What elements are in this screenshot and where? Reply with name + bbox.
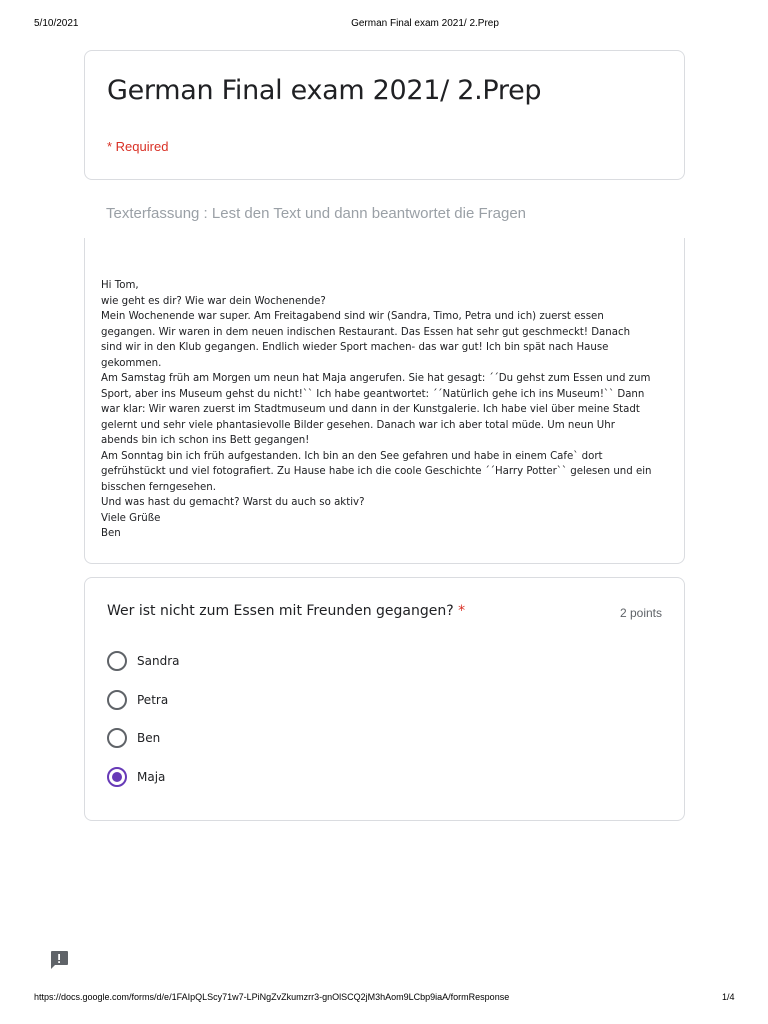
passage-line: bisschen ferngesehen. <box>101 481 216 493</box>
passage-line: Sport, aber ins Museum gehst du nicht!`` Ich habe geantwortet: ´´Natürlich gehe ich ins Museum!`` Dann <box>101 388 645 400</box>
passage-line: gegangen. Wir waren in dem neuen indischen Restaurant. Das Essen hat sehr gut geschmeckt! Danach <box>101 326 631 338</box>
print-header <box>0 18 768 32</box>
section-title: Texterfassung : Lest den Text und dann beantwortet die Fragen <box>106 205 526 222</box>
passage-line: gelernt und sehr viele phantasievolle Bilder gesehen. Danach war ich aber total müde. Um neun Uhr <box>101 419 615 431</box>
passage-line: Ben <box>101 528 121 539</box>
print-url: https://docs.google.com/forms/d/e/1FAIpQLScy71w7-LPiNgZvZkumzrr3-gnOlSCQ2jM3hAom9LCbp9iaA/formResponse <box>34 992 510 1002</box>
passage-text <box>101 278 671 542</box>
option-maja[interactable] <box>107 766 165 788</box>
passage-line: gekommen. <box>101 357 162 369</box>
passage-line: Am Sonntag bin ich früh aufgestanden. Ich bin an den See gefahren und habe in einem Cafe` dort <box>101 450 603 462</box>
passage-line: abends bin ich schon ins Bett gegangen! <box>101 435 310 446</box>
question-card <box>84 577 685 821</box>
option-sandra[interactable] <box>107 650 179 672</box>
passage-line: Viele Grüße <box>101 512 161 524</box>
report-feedback-icon[interactable] <box>49 950 69 970</box>
required-asterisk: * <box>458 603 466 619</box>
passage-line: Mein Wochenende war super. Am Freitagabend sind wir (Sandra, Timo, Petra und ich) zuerst essen <box>101 311 604 322</box>
radio-button[interactable] <box>107 690 127 710</box>
required-note: * Required <box>107 139 169 154</box>
question-points: 2 points <box>619 606 662 620</box>
passage-line: gefrühstückt und viel fotografiert. Zu Hause habe ich die coole Geschichte ´´Harry Potter`` gelesen und ein <box>101 466 652 477</box>
print-page-title: German Final exam 2021/ 2.Prep <box>351 18 499 29</box>
option-ben[interactable] <box>107 727 160 749</box>
passage-line: war klar: Wir waren zuerst im Stadtmuseum und dann in der Kunstgalerie. Ich habe viel über meine Stadt <box>101 404 640 415</box>
passage-line: sind wir in den Klub gegangen. Endlich wieder Sport machen- das war gut! Ich bin spät nach Hause <box>101 342 609 353</box>
option-label: Sandra <box>137 654 180 668</box>
print-date: 5/10/2021 <box>34 18 79 29</box>
option-label: Maja <box>137 770 166 784</box>
print-page-number: 1/4 <box>722 992 735 1002</box>
passage-line: Und was hast du gemacht? Warst du auch so aktiv? <box>101 497 365 508</box>
option-label: Petra <box>137 693 169 707</box>
form-title: German Final exam 2021/ 2.Prep <box>107 75 542 106</box>
radio-button[interactable] <box>107 728 127 748</box>
question-text: Wer ist nicht zum Essen mit Freunden gegangen? <box>107 603 454 619</box>
radio-button-selected[interactable] <box>107 767 127 787</box>
passage-card <box>84 238 685 564</box>
option-petra[interactable] <box>107 689 168 711</box>
print-footer <box>0 992 768 1006</box>
passage-line: Hi Tom, <box>101 280 139 291</box>
form-title-card <box>84 50 685 180</box>
question-title <box>107 603 465 619</box>
option-label: Ben <box>137 731 161 745</box>
passage-line: wie geht es dir? Wie war dein Wochenende? <box>101 295 326 307</box>
radio-button[interactable] <box>107 651 127 671</box>
passage-line: Am Samstag früh am Morgen um neun hat Maja angerufen. Sie hat gesagt: ´´Du gehst zum Essen und zum <box>101 373 651 384</box>
